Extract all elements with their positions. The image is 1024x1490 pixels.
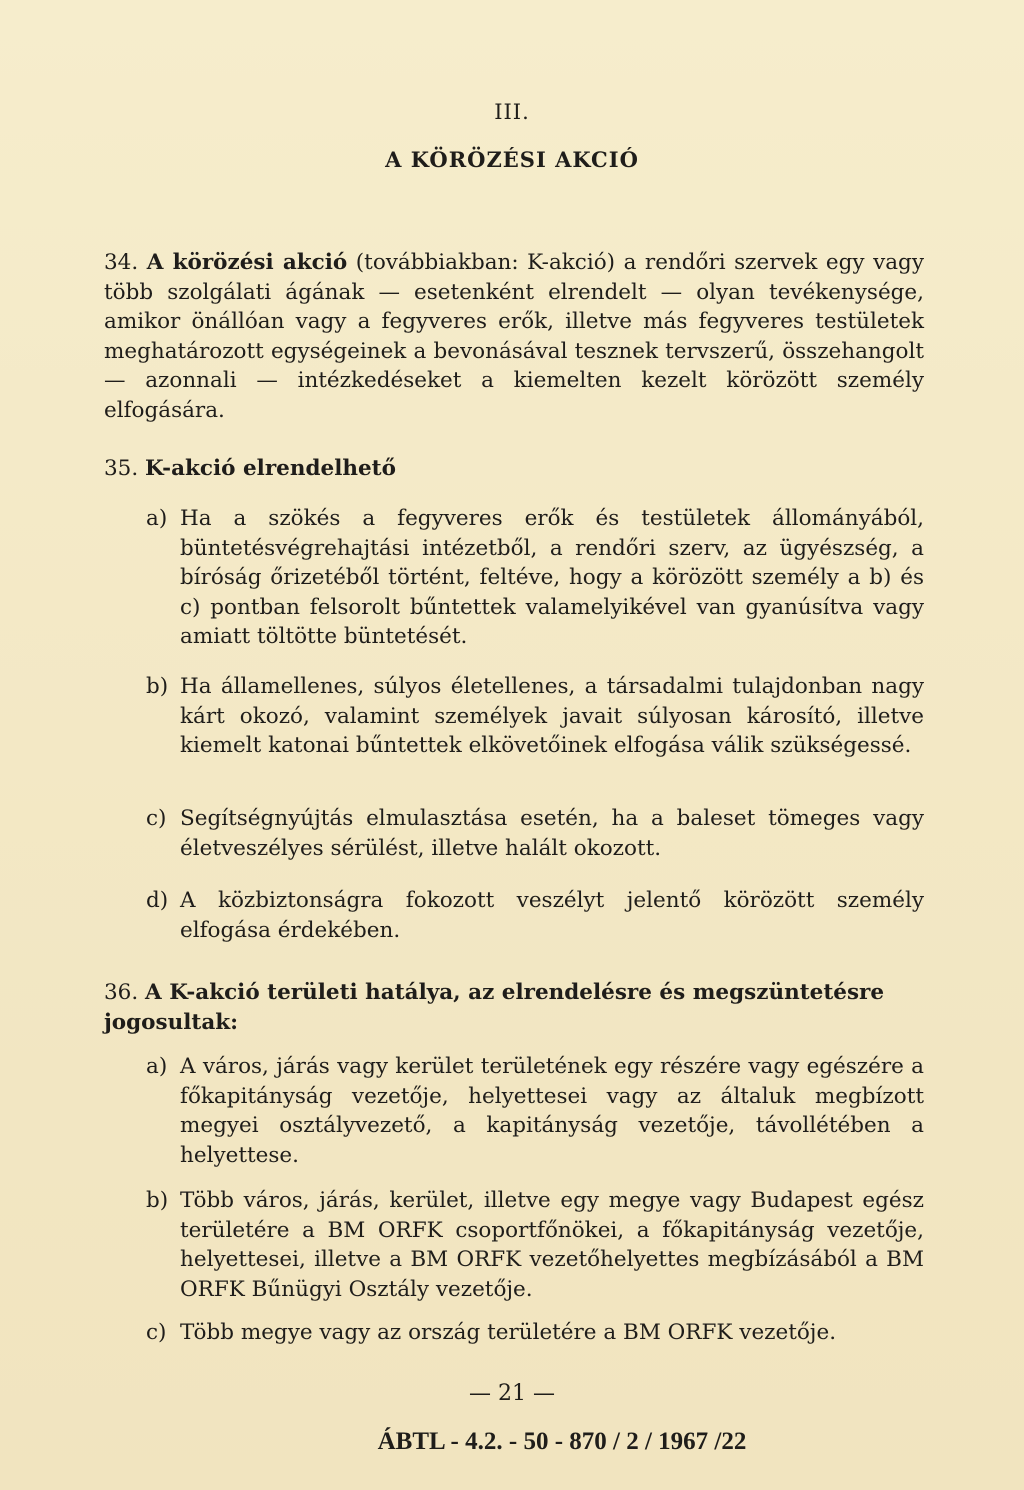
item-label: b) — [146, 674, 169, 699]
list-item-36a — [146, 1052, 924, 1170]
item-label: a) — [146, 506, 168, 531]
item-text: A város, járás vagy kerület területének egy részére vagy egészére a főkapitányság vezetője, helyettesei vagy az általuk megbízott megyei osztályvezető, a kapitányság vezetője, távollétében a helyettese. — [180, 1054, 924, 1168]
paragraph-lead: A körözési akció — [146, 250, 348, 275]
item-text: Ha a szökés a fegyveres erők és testületek állományából, büntetésvégrehajtási intézetből, a rendőri szerv, az ügyészség, a bíróság őrizetéből történt, feltéve, hogy a körözött személy a b) és c) pontban felsorolt bűntettek valamelyikével van gyanúsítva vagy amiatt töltötte büntetését. — [180, 506, 924, 649]
paragraph-34 — [104, 248, 924, 425]
item-label: c) — [146, 1320, 167, 1345]
paragraph-text: (továbbiakban: K-akció) a rendőri szervek egy vagy több szolgálati ágának — esetenként elrendelt — olyan tevékenysége, amikor önállóan vagy a fegyveres erők, illetve más fegyveres testületek meghatározott egységeinek a bevonásával tesznek tervszerű, összehangolt — azonnali — intézkedéseket a kiemelten kezelt körözött személy elfogására. — [104, 250, 924, 423]
list-item-35c — [146, 804, 924, 863]
item-text: A közbiztonságra fokozott veszélyt jelentő körözött személy elfogása érdekében. — [180, 888, 924, 943]
paragraph-number: 36. — [104, 980, 139, 1005]
item-text: Több megye vagy az ország területére a BM ORFK vezetője. — [180, 1320, 837, 1345]
item-label: d) — [146, 888, 169, 913]
list-item-35a — [146, 504, 924, 652]
paragraph-35-heading — [104, 454, 924, 484]
item-text: Ha államellenes, súlyos életellenes, a társadalmi tulajdonban nagy kárt okozó, valamint személyek javait súlyosan károsító, illetve kiemelt katonai bűntettek elkövetőinek elfogása válik szükségessé. — [180, 674, 924, 758]
chapter-title: A KÖRÖZÉSI AKCIÓ — [385, 147, 639, 172]
paragraph-number: 34. — [104, 250, 139, 275]
item-text: Több város, járás, kerület, illetve egy megye vagy Budapest egész területére a BM ORFK csoportfőnökei, a főkapitányság vezetője, helyettesei, illetve a BM ORFK vezetőhelyettes megbízásából a BM ORFK Bűnügyi Osztály vezetője. — [180, 1188, 924, 1302]
list-item-35d — [146, 886, 924, 945]
item-label: c) — [146, 806, 167, 831]
paragraph-36-heading — [104, 978, 924, 1037]
chapter-number: III. — [494, 100, 530, 124]
paragraph-heading: A K-akció területi hatálya, az elrendelésre és megszüntetésre jogosultak: — [104, 980, 885, 1035]
item-label: a) — [146, 1054, 168, 1079]
paragraph-heading: K-akció elrendelhető — [145, 456, 396, 481]
page-number: — 21 — — [469, 1381, 555, 1406]
item-label: b) — [146, 1188, 169, 1213]
list-item-36c — [146, 1318, 924, 1348]
list-item-36b — [146, 1186, 924, 1304]
paragraph-number: 35. — [104, 456, 139, 481]
list-item-35b — [146, 672, 924, 761]
archive-reference: ÁBTL - 4.2. - 50 - 870 / 2 / 1967 /22 — [377, 1428, 747, 1455]
item-text: Segítségnyújtás elmulasztása esetén, ha a baleset tömeges vagy életveszélyes sérülést, illetve halált okozott. — [180, 806, 924, 861]
